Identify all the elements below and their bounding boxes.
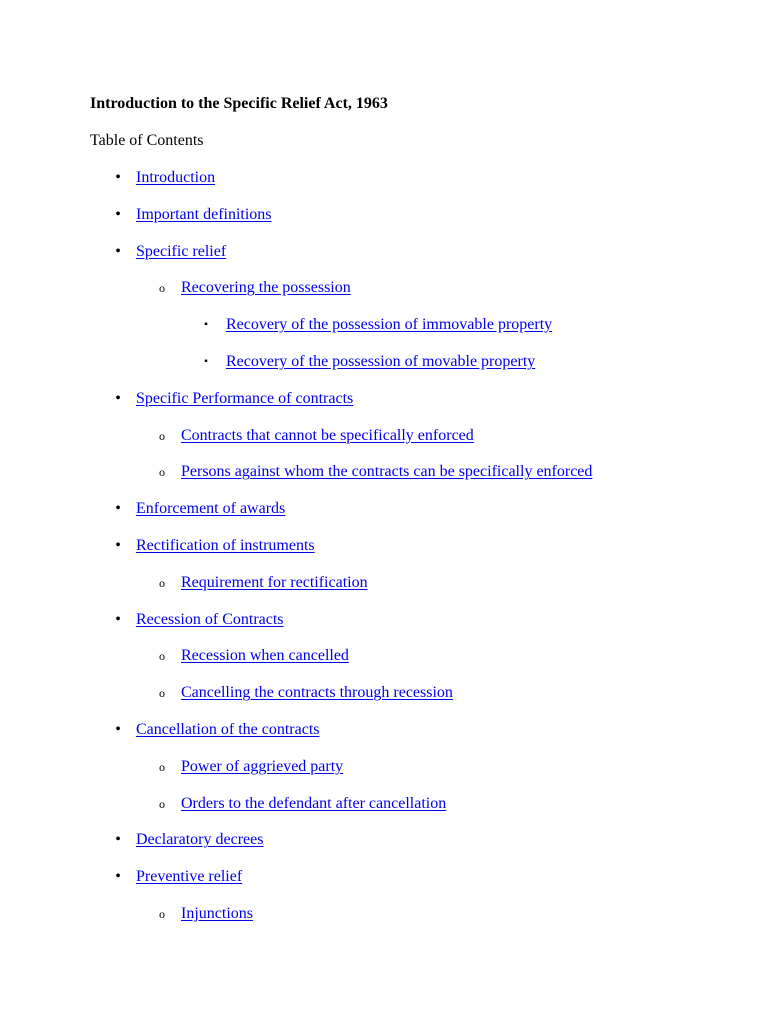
circle-bullet-icon: o <box>159 575 165 590</box>
toc-link[interactable]: Recession when cancelled <box>181 647 349 665</box>
disc-bullet-icon: • <box>115 536 121 554</box>
toc-link[interactable]: Requirement for rectification <box>181 573 368 591</box>
toc-item <box>0 830 768 867</box>
square-bullet-icon: ▪ <box>204 355 208 367</box>
toc-link[interactable]: Cancelling the contracts through recession <box>181 684 453 702</box>
toc-item <box>0 242 768 279</box>
toc-link[interactable]: Rectification of instruments <box>136 536 315 554</box>
disc-bullet-icon: • <box>115 720 121 738</box>
toc-item <box>0 720 768 757</box>
toc-link[interactable]: Recovery of the possession of immovable property <box>226 316 553 334</box>
toc-link[interactable]: Introduction <box>136 169 216 186</box>
toc-link[interactable]: Important definitions <box>136 205 272 223</box>
disc-bullet-icon: • <box>115 205 121 223</box>
disc-bullet-icon: • <box>115 868 121 886</box>
toc-item <box>0 536 768 573</box>
toc-link[interactable]: Power of aggrieved party <box>181 757 344 775</box>
circle-bullet-icon: o <box>159 906 165 921</box>
disc-bullet-icon: • <box>115 500 121 518</box>
toc-link[interactable]: Recovering the possession <box>181 279 351 297</box>
circle-bullet-icon: o <box>159 796 165 811</box>
circle-bullet-icon: o <box>159 428 165 443</box>
toc-item <box>0 573 768 610</box>
circle-bullet-icon: o <box>159 686 165 701</box>
toc-item <box>0 168 768 205</box>
circle-bullet-icon: o <box>159 281 165 296</box>
document-title: Introduction to the Specific Relief Act, 1963 <box>90 95 388 112</box>
toc-link[interactable]: Injunctions <box>181 904 253 922</box>
toc-item <box>0 352 768 389</box>
toc-link[interactable]: Persons against whom the contracts can be specifically enforced <box>181 463 593 481</box>
toc-item <box>0 389 768 426</box>
toc-link[interactable]: Specific relief <box>136 242 227 260</box>
toc-item <box>0 462 768 499</box>
toc-link[interactable]: Recession of Contracts <box>136 610 284 628</box>
circle-bullet-icon: o <box>159 649 165 664</box>
circle-bullet-icon: o <box>159 465 165 480</box>
disc-bullet-icon: • <box>115 831 121 849</box>
disc-bullet-icon: • <box>115 389 121 407</box>
disc-bullet-icon: • <box>115 169 121 186</box>
toc-item <box>0 757 768 794</box>
toc-link[interactable]: Contracts that cannot be specifically enforced <box>181 426 474 444</box>
toc-item <box>0 278 768 315</box>
toc-link[interactable]: Recovery of the possession of movable property <box>226 352 536 370</box>
toc-link[interactable]: Declaratory decrees <box>136 831 264 849</box>
toc-link[interactable]: Cancellation of the contracts <box>136 720 320 738</box>
toc-heading: Table of Contents <box>90 132 204 149</box>
disc-bullet-icon: • <box>115 242 121 260</box>
disc-bullet-icon: • <box>115 610 121 628</box>
toc-item <box>0 426 768 463</box>
toc-item <box>0 794 768 831</box>
toc-item <box>0 646 768 683</box>
toc-item <box>0 683 768 720</box>
toc-item <box>0 610 768 647</box>
circle-bullet-icon: o <box>159 759 165 774</box>
toc-item <box>0 205 768 242</box>
toc-link[interactable]: Orders to the defendant after cancellation <box>181 794 447 812</box>
square-bullet-icon: ▪ <box>204 319 208 331</box>
toc-item <box>0 315 768 352</box>
toc-item <box>0 904 768 941</box>
toc-list <box>0 168 768 941</box>
toc-item <box>0 867 768 904</box>
toc-link[interactable]: Preventive relief <box>136 868 243 886</box>
toc-item <box>0 499 768 536</box>
toc-link[interactable]: Specific Performance of contracts <box>136 389 354 407</box>
toc-link[interactable]: Enforcement of awards <box>136 500 286 518</box>
